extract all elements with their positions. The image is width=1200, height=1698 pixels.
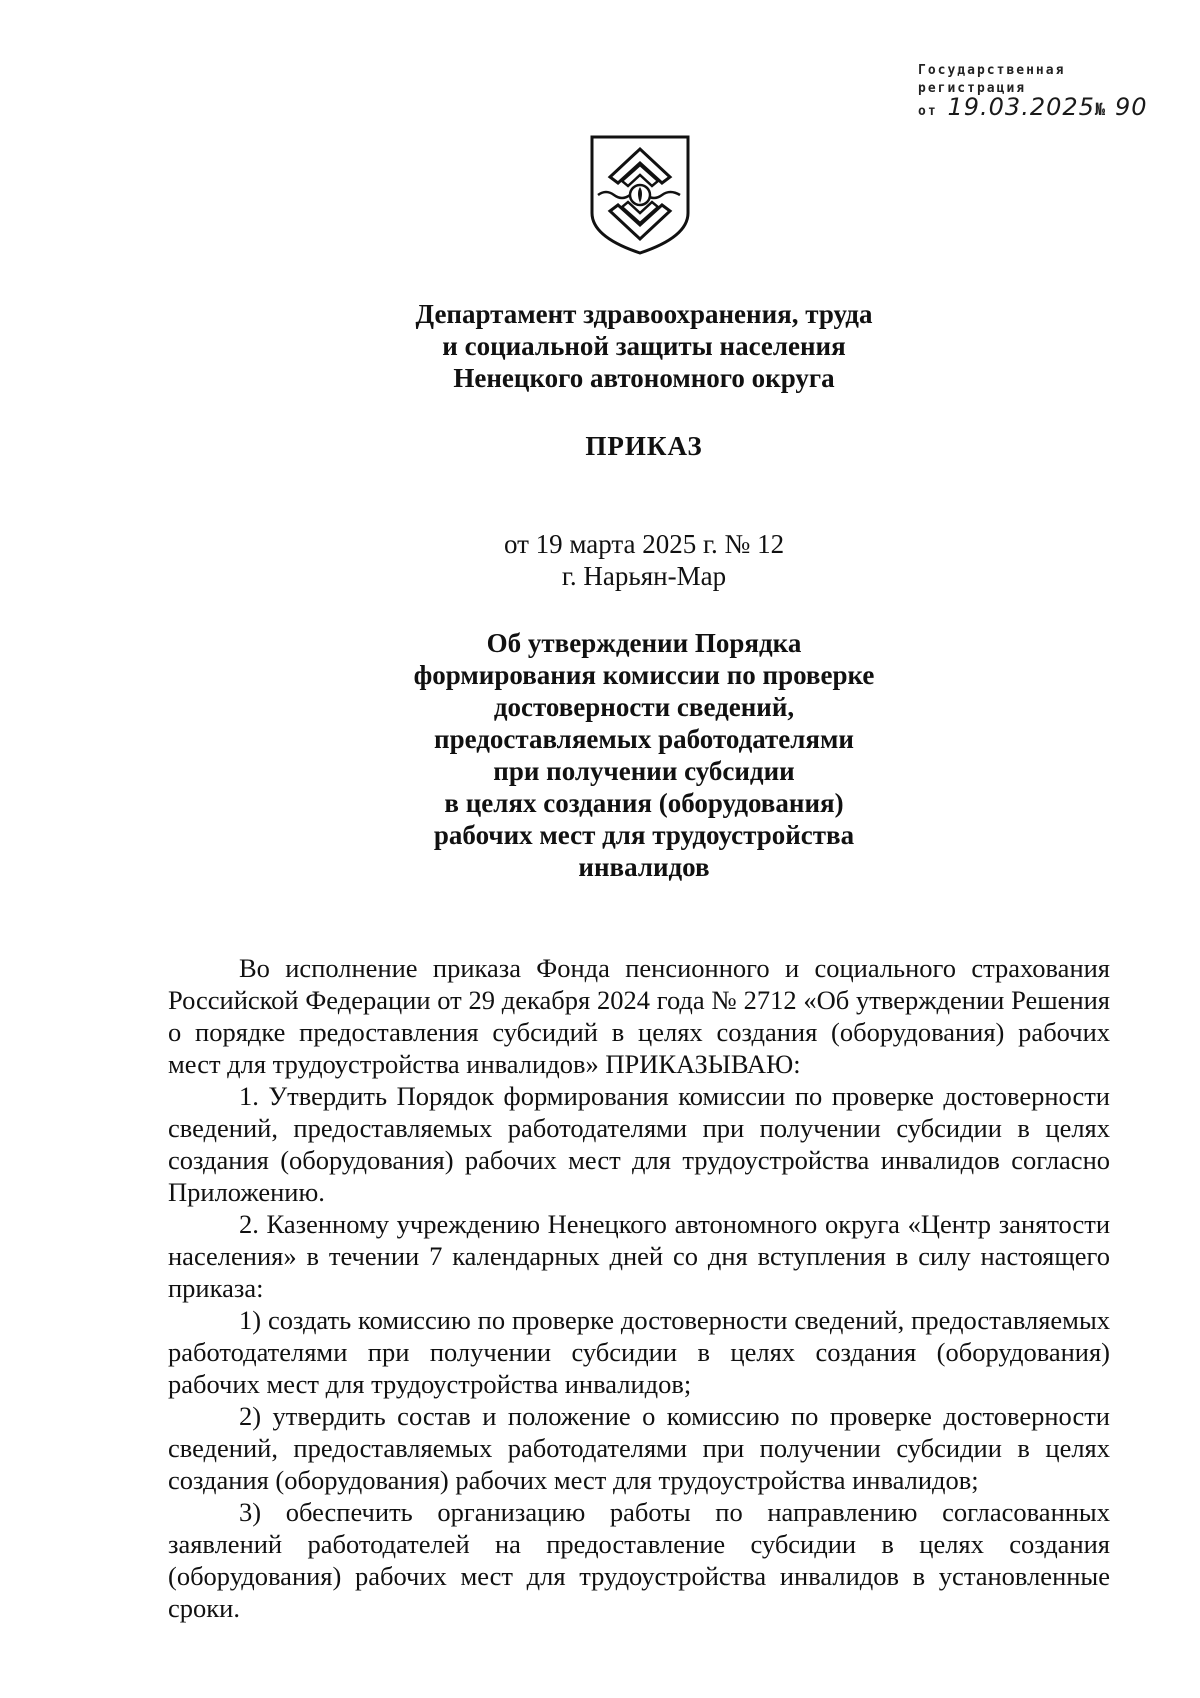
registration-stamp [918, 62, 1158, 121]
stamp-line-1: Государственная [918, 63, 1066, 78]
stamp-date: 19.03.2025 [947, 93, 1095, 121]
date-and-place [0, 528, 1200, 592]
stamp-number: 90 [1114, 93, 1148, 121]
order-body [168, 952, 1110, 1624]
order-subject [0, 627, 1200, 883]
preamble-paragraph: Во исполнение приказа Фонда пенсионного и социального страхования Российской Федерации от 29 декабря 2024 года № 2712 «Об утверждении Решения о порядке предоставления субсидий в целях создания (оборудования) рабочих мест для трудоустройства инвалидов» ПРИКАЗЫВАЮ: [168, 953, 1110, 1079]
subject-line: Об утверждении Порядка [486, 628, 802, 658]
clause-2-item-3: 3) обеспечить организацию работы по направлению согласованных заявлений работодателей на предоставление субсидии в целях создания (оборудования) рабочих мест для трудоустройства инвалидов в установленные сроки. [168, 1497, 1110, 1623]
subject-line: достоверности сведений, [493, 692, 795, 722]
coat-of-arms-icon [588, 133, 692, 257]
clause-2: 2. Казенному учреждению Ненецкого автономного округа «Центр занятости населения» в течении 7 календарных дней со дня вступления в силу настоящего приказа: [168, 1209, 1110, 1303]
department-line-1: Департамент здравоохранения, труда [415, 299, 873, 329]
clause-1: 1. Утвердить Порядок формирования комиссии по проверке достоверности сведений, предоставляемых работодателями при получении субсидии в целях создания (оборудования) рабочих мест для трудоустройства инвалидов согласно Приложению. [168, 1081, 1110, 1207]
clause-2-item-2: 2) утвердить состав и положение о комиссию по проверке достоверности сведений, предоставляемых работодателями при получении субсидии в целях создания (оборудования) рабочих мест для трудоустройства инвалидов; [168, 1401, 1110, 1495]
department-line-3: Ненецкого автономного округа [453, 363, 835, 393]
stamp-number-sign: № [1094, 100, 1106, 120]
department-name [0, 298, 1200, 394]
stamp-prefix: от [918, 104, 938, 119]
subject-line: рабочих мест для трудоустройства [433, 820, 855, 850]
clause-2-item-1: 1) создать комиссию по проверке достоверности сведений, предоставляемых работодателями при получении субсидии в целях создания (оборудования) рабочих мест для трудоустройства инвалидов; [168, 1305, 1110, 1399]
subject-line: инвалидов [578, 852, 710, 882]
subject-line: в целях создания (оборудования) [444, 788, 844, 818]
stamp-line-2: регистрация [918, 81, 1027, 96]
subject-line: при получении субсидии [493, 756, 795, 786]
subject-line: формирования комиссии по проверке [413, 660, 875, 690]
order-place: г. Нарьян-Мар [561, 561, 727, 591]
subject-line: предоставляемых работодателями [434, 724, 854, 754]
document-type: ПРИКАЗ [585, 431, 703, 461]
department-line-2: и социальной защиты населения [442, 331, 846, 361]
stamp-line-3 [918, 93, 1158, 121]
order-date-number: от 19 марта 2025 г. № 12 [503, 529, 785, 559]
